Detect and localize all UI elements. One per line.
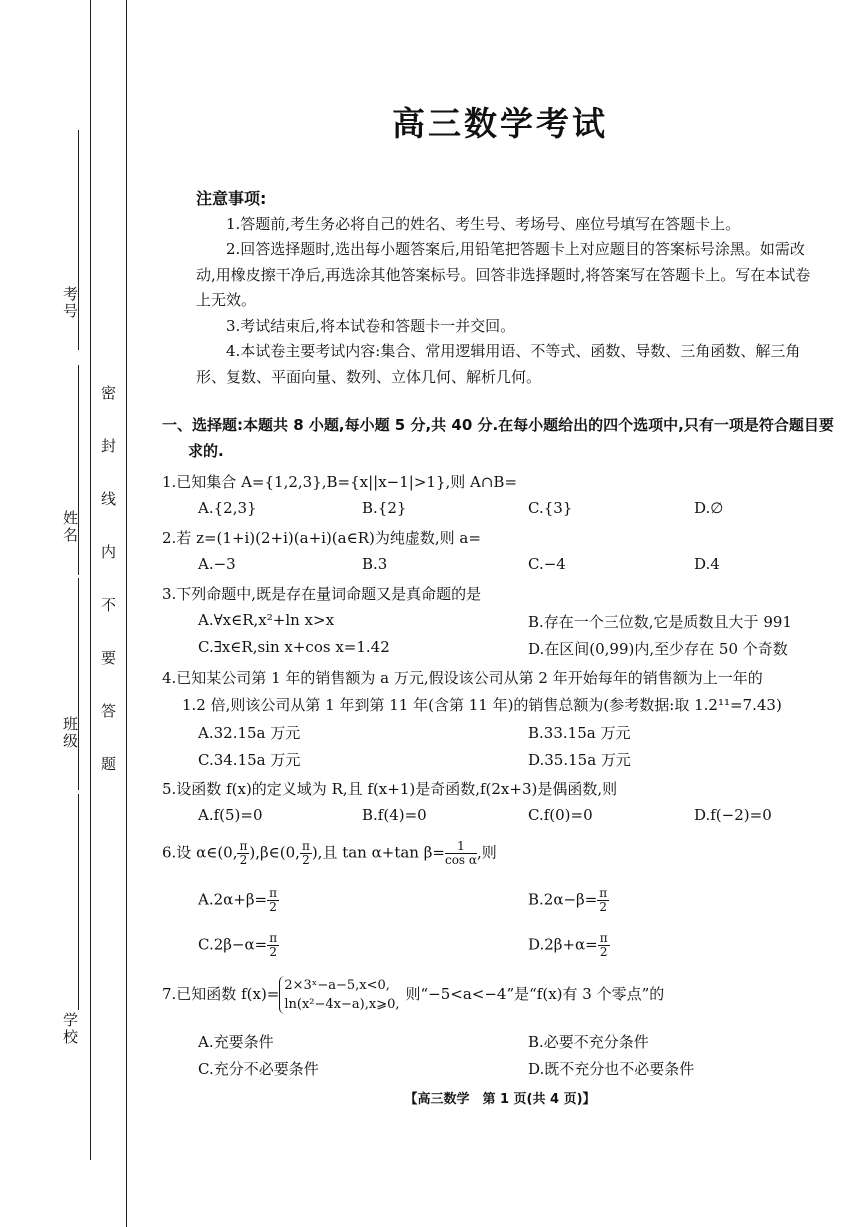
name-label: 姓名 — [61, 510, 79, 544]
piecewise-case-2: ln(x²−4x−a),x⩾0, — [284, 997, 400, 1012]
q3-option-c: C.∃x∈R,sin x+cos x=1.42 — [198, 638, 390, 656]
q3-option-a: A.∀x∈R,x²+ln x>x — [198, 611, 335, 629]
page-title: 高三数学考试 — [392, 104, 608, 143]
q2-option-b: B.3 — [362, 555, 388, 573]
question-2-stem: 2.若 z=(1+i)(2+i)(a+i)(a∈R)为纯虚数,则 a= — [162, 529, 481, 547]
q2-option-d: D.4 — [694, 555, 720, 573]
q6-option-d: D.2β+α= $\frac{\pi}{2}$ — [528, 931, 608, 959]
q1-option-a: A.{2,3} — [198, 499, 257, 517]
question-5-stem: 5.设函数 f(x)的定义域为 R,且 f(x+1)是奇函数,f(2x+3)是偶函数,则 — [162, 780, 618, 798]
question-4-stem: 4.已知某公司第 1 年的销售额为 a 万元,假设该公司从第 2 年开始每年的销售额为上一年的 — [162, 669, 763, 687]
school-label: 学校 — [61, 1012, 79, 1046]
q5-option-b: B.f(4)=0 — [362, 806, 427, 824]
q7-option-b: B.必要不充分条件 — [528, 1033, 649, 1051]
seal-line-text: 密封线内不要答题 — [99, 385, 117, 809]
pi-over-2-fraction: $\frac{\pi}{2}$ — [239, 839, 248, 867]
notes-heading: 注意事项: — [196, 189, 267, 208]
school-underline — [78, 794, 79, 1010]
q3-option-d: D.在区间(0,99)内,至少存在 50 个奇数 — [528, 640, 788, 658]
q6-text-2: ),β∈(0, — [249, 843, 300, 862]
note-item: 4.本试卷主要考试内容:集合、常用逻辑用语、不等式、函数、导数、三角函数、解三角形、复数、平面向量、数列、立体几何、解析几何。 — [196, 342, 801, 386]
q6-text-1: 6.设 α∈(0, — [162, 843, 238, 862]
q7-option-c: C.充分不必要条件 — [198, 1060, 319, 1078]
question-6-stem — [162, 840, 842, 867]
section-text: 一、选择题:本题共 8 小题,每小题 5 分,共 40 分.在每小题给出的四个选项中,只有一项是符合题目要求的. — [162, 416, 834, 460]
q6-option-b: B.2α−β= $\frac{\pi}{2}$ — [528, 886, 608, 914]
q5-option-c: C.f(0)=0 — [528, 806, 593, 824]
pi-over-2-fraction: $\frac{\pi}{2}$ — [599, 931, 608, 959]
exam-no-label: 考号 — [61, 286, 79, 320]
question-3-stem: 3.下列命题中,既是存在量词命题又是真命题的是 — [162, 585, 482, 603]
notes-block — [196, 186, 816, 390]
question-1-stem: 1.已知集合 A={1,2,3},B={x||x−1|>1},则 A∩B= — [162, 473, 518, 491]
pi-over-2-fraction: $\frac{\pi}{2}$ — [269, 931, 278, 959]
page-footer: 【高三数学 第 1 页(共 4 页)】 — [404, 1092, 596, 1107]
q7-text-1: 7.已知函数 f(x)= — [162, 985, 280, 1003]
q6-text-4: ,则 — [477, 843, 497, 862]
note-item: 1.答题前,考生务必将自己的姓名、考生号、考场号、座位号填写在答题卡上。 — [226, 214, 741, 233]
piecewise-brace — [279, 976, 399, 1014]
q6-text-3: ),且 tan α+tan β= — [311, 843, 445, 862]
piecewise-case-1: 2×3ˣ−a−5,x<0, — [284, 978, 390, 993]
q7-option-a: A.充要条件 — [198, 1033, 274, 1051]
q6-option-a: A.2α+β= $\frac{\pi}{2}$ — [198, 886, 277, 914]
q7-option-d: D.既不充分也不必要条件 — [528, 1060, 695, 1078]
class-underline — [78, 578, 79, 790]
q4-option-c: C.34.15a 万元 — [198, 751, 301, 769]
one-over-cos-fraction: $\frac{1}{\text{cos α}}$ — [444, 839, 477, 867]
q2-option-c: C.−4 — [528, 555, 566, 573]
q1-option-d: D.∅ — [694, 499, 724, 517]
q6-option-c: C.2β−α= $\frac{\pi}{2}$ — [198, 931, 278, 959]
question-7-stem — [162, 976, 842, 1014]
q5-option-d: D.f(−2)=0 — [694, 806, 772, 824]
margin-line-left — [90, 0, 91, 1160]
section-heading — [162, 412, 842, 464]
question-4-stem-cont: 1.2 倍,则该公司从第 1 年到第 11 年(含第 11 年)的销售总额为(参考数据:取 1.2¹¹=7.43) — [182, 696, 782, 714]
q4-option-a: A.32.15a 万元 — [198, 724, 301, 742]
q5-option-a: A.f(5)=0 — [198, 806, 263, 824]
q1-option-c: C.{3} — [528, 499, 573, 517]
q2-option-a: A.−3 — [198, 555, 236, 573]
q3-option-b: B.存在一个三位数,它是质数且大于 991 — [528, 613, 792, 631]
note-item: 2.回答选择题时,选出每小题答案后,用铅笔把答题卡上对应题目的答案标号涂黑。如需改动,用橡皮擦干净后,再选涂其他答案标号。回答非选择题时,将答案写在答题卡上。写在本试卷上无效。 — [196, 240, 811, 309]
q4-option-b: B.33.15a 万元 — [528, 724, 631, 742]
pi-over-2-fraction: $\frac{\pi}{2}$ — [599, 886, 608, 914]
note-item: 3.考试结束后,将本试卷和答题卡一并交回。 — [226, 316, 516, 335]
q1-option-b: B.{2} — [362, 499, 407, 517]
q7-text-2: 则“−5<a<−4”是“f(x)有 3 个零点”的 — [405, 985, 665, 1003]
pi-over-2-fraction: $\frac{\pi}{2}$ — [301, 839, 310, 867]
q4-option-d: D.35.15a 万元 — [528, 751, 631, 769]
pi-over-2-fraction: $\frac{\pi}{2}$ — [269, 886, 277, 914]
margin-line-right — [126, 0, 127, 1227]
class-label: 班级 — [61, 716, 79, 750]
